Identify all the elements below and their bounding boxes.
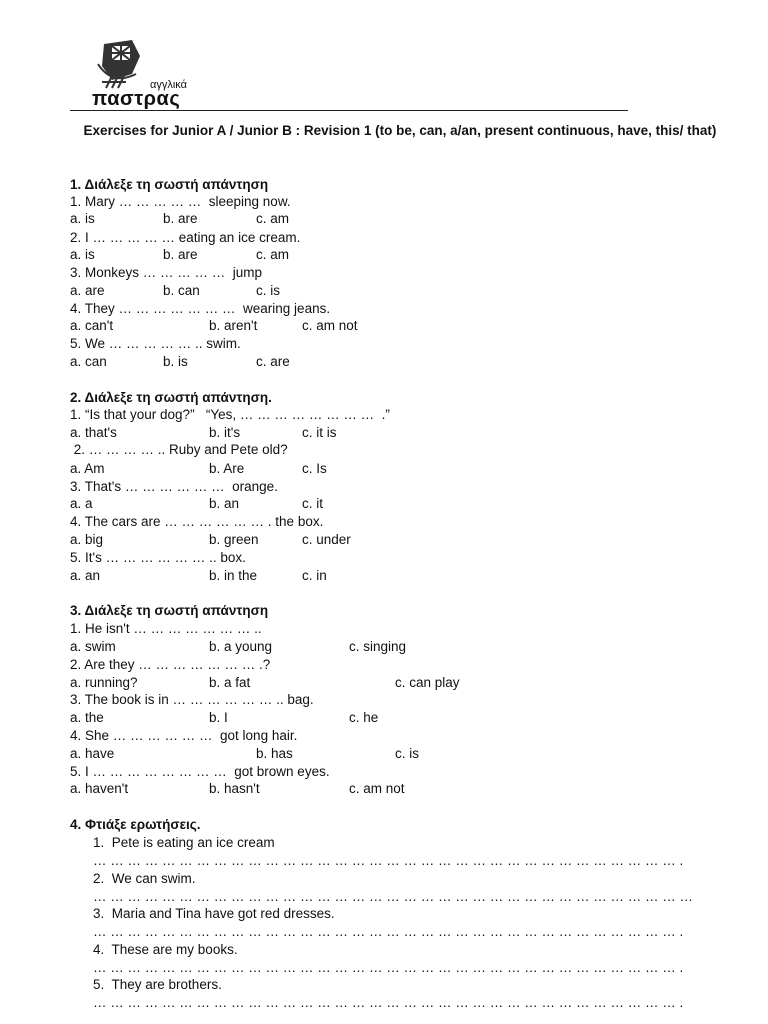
s1-q3-option-c: c. is: [256, 283, 281, 298]
s2-q1-option-c: c. it is: [302, 425, 337, 440]
s2-q1-option-b: b. it's: [209, 425, 241, 440]
s1-q5-option-b: b. is: [163, 354, 188, 369]
s1-q1-option-b: b. are: [163, 211, 198, 226]
s2-question-5: 5. It's … … … … … … .. box.: [70, 550, 246, 565]
s3-question-1: 1. He isn't … … … … … … … ..: [70, 621, 262, 636]
s4-question-5: 5. They are brothers.: [93, 977, 222, 992]
s1-question-3: 3. Monkeys … … … … … jump: [70, 265, 263, 280]
s3-q5-option-b: b. hasn't: [209, 781, 260, 796]
s2-q4-option-b: b. green: [209, 532, 259, 547]
s3-q1-option-a: a. swim: [70, 639, 116, 654]
s3-q4-option-a: a. have: [70, 746, 115, 761]
s3-q5-option-a: a. haven't: [70, 781, 129, 796]
s1-question-5: 5. We … … … … … .. swim.: [70, 336, 241, 351]
s1-q3-option-b: b. can: [163, 283, 200, 298]
s2-q3-option-c: c. it: [302, 496, 324, 511]
s3-q3-option-b: b. I: [209, 710, 228, 725]
s1-q1-option-a: a. is: [70, 211, 95, 226]
s1-q2-option-c: c. am: [256, 247, 290, 262]
s4-question-1: 1. Pete is eating an ice cream: [93, 835, 275, 850]
s2-q5-option-a: a. an: [70, 568, 101, 583]
s1-q4-option-a: a. can't: [70, 318, 114, 333]
s2-question-3: 3. That's … … … … … … orange.: [70, 479, 278, 494]
s3-q2-option-a: a. running?: [70, 675, 138, 690]
s3-q3-option-a: a. the: [70, 710, 104, 725]
s2-q2-option-b: b. Are: [209, 461, 245, 476]
s2-question-1: 1. “Is that your dog?” “Yes, … … … … … … … … .”: [70, 407, 390, 422]
s4-question-4: 4. These are my books.: [93, 942, 238, 957]
s2-q2-option-c: c. Is: [302, 461, 327, 476]
s1-q1-option-c: c. am: [256, 211, 290, 226]
s1-question-4: 4. They … … … … … … … wearing jeans.: [70, 301, 331, 316]
s1-question-2: 2. I … … … … … eating an ice cream.: [70, 230, 301, 245]
section-4-heading: 4. Φτιάξε ερωτήσεις.: [70, 817, 201, 832]
s1-q2-option-a: a. is: [70, 247, 95, 262]
s2-q2-option-a: a. Am: [70, 461, 105, 476]
s1-q4-option-c: c. am not: [302, 318, 358, 333]
header-divider: [70, 110, 628, 111]
s3-q3-option-c: c. he: [349, 710, 379, 725]
s4-answer-line: … … … … … … … … … … … … … … … … … … … … … … … … … … … … … … … … … … .: [93, 960, 684, 975]
s1-question-1: 1. Mary … … … … … sleeping now.: [70, 194, 291, 209]
s2-q5-option-c: c. in: [302, 568, 327, 583]
s4-question-2: 2. We can swim.: [93, 871, 196, 886]
s2-q3-option-a: a. a: [70, 496, 93, 511]
logo-title: παστρας: [92, 88, 181, 110]
s2-q5-option-b: b. in the: [209, 568, 258, 583]
s1-q2-option-b: b. are: [163, 247, 198, 262]
s1-q5-option-c: c. are: [256, 354, 290, 369]
s4-answer-line: … … … … … … … … … … … … … … … … … … … … … … … … … … … … … … … … … … .: [93, 853, 684, 868]
s3-question-4: 4. She … … … … … … got long hair.: [70, 728, 298, 743]
s3-q4-option-b: b. has: [256, 746, 293, 761]
s2-q4-option-c: c. under: [302, 532, 351, 547]
page-title: Exercises for Junior A / Junior B : Revision 1 (to be, can, a/an, present continuous, have, this/ that): [83, 123, 717, 138]
s1-q5-option-a: a. can: [70, 354, 107, 369]
s3-q1-option-c: c. singing: [349, 639, 407, 654]
s4-answer-line: … … … … … … … … … … … … … … … … … … … … … … … … … … … … … … … … … … …: [93, 889, 694, 904]
logo-subtitle: αγγλικά: [150, 79, 188, 91]
s3-q2-option-b: b. a fat: [209, 675, 251, 690]
section-3-heading: 3. Διάλεξε τη σωστή απάντηση: [70, 603, 269, 618]
s3-question-3: 3. The book is in … … … … … … .. bag.: [70, 692, 314, 707]
s1-q3-option-a: a. are: [70, 283, 105, 298]
s3-q5-option-c: c. am not: [349, 781, 405, 796]
s4-answer-line: … … … … … … … … … … … … … … … … … … … … … … … … … … … … … … … … … … .: [93, 995, 684, 1010]
s2-q3-option-b: b. an: [209, 496, 240, 511]
s2-q1-option-a: a. that's: [70, 425, 117, 440]
s3-question-2: 2. Are they … … … … … … … .?: [70, 657, 271, 672]
s2-question-2: 2. … … … … .. Ruby and Pete old?: [70, 442, 288, 457]
s3-question-5: 5. I … … … … … … … … got brown eyes.: [70, 764, 330, 779]
s3-q1-option-b: b. a young: [209, 639, 273, 654]
s1-q4-option-b: b. aren't: [209, 318, 258, 333]
s3-q4-option-c: c. is: [395, 746, 420, 761]
s3-q2-option-c: c. can play: [395, 675, 460, 690]
s2-q4-option-a: a. big: [70, 532, 104, 547]
section-2-heading: 2. Διάλεξε τη σωστή απάντηση.: [70, 390, 272, 405]
s2-question-4: 4. The cars are … … … … … … . the box.: [70, 514, 324, 529]
s4-question-3: 3. Maria and Tina have got red dresses.: [93, 906, 335, 921]
section-1-heading: 1. Διάλεξε τη σωστή απάντηση: [70, 177, 269, 192]
s4-answer-line: … … … … … … … … … … … … … … … … … … … … … … … … … … … … … … … … … … .: [93, 924, 684, 939]
